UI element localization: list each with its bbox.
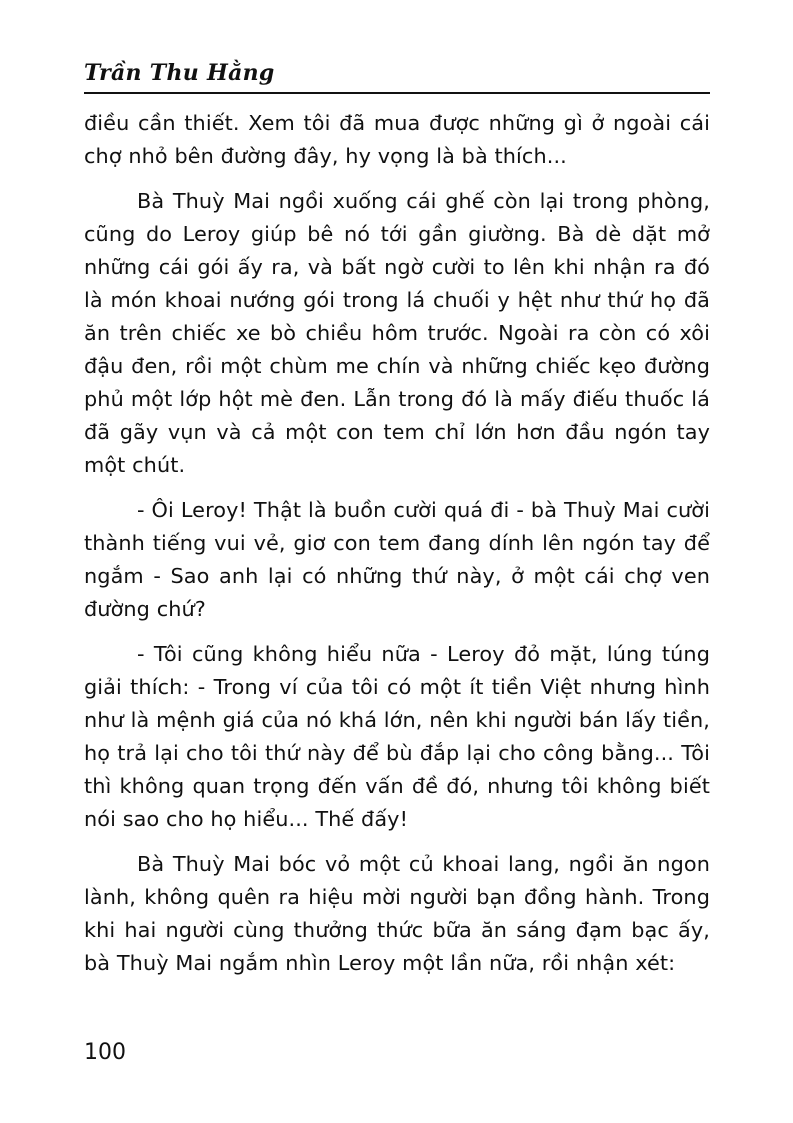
paragraph-4: - Tôi cũng không hiểu nữa - Leroy đỏ mặt, lúng túng giải thích: - Trong ví của tôi có một ít tiền Việt nhưng hình như là mệnh giá của nó khá lớn, nên khi người bán lấy tiền, họ trả lại cho tôi thứ này để bù đắp lại cho công bằng... Tôi thì không quan trọng đến vấn đề đó, nhưng tôi không biết nói sao cho họ hiểu... Thế đấy! [84, 642, 710, 831]
body-text [84, 107, 710, 992]
paragraph-3: - Ôi Leroy! Thật là buồn cười quá đi - bà Thuỳ Mai cười thành tiếng vui vẻ, giơ con tem đang dính lên ngón tay để ngắm - Sao anh lại có những thứ này, ở một cái chợ ven đường chứ? [84, 498, 710, 621]
paragraph-1: điều cần thiết. Xem tôi đã mua được những gì ở ngoài cái chợ nhỏ bên đường đây, hy vọng là bà thích... [84, 111, 710, 168]
page-number: 100 [84, 1040, 126, 1065]
paragraph-5: Bà Thuỳ Mai bóc vỏ một củ khoai lang, ngồi ăn ngon lành, không quên ra hiệu mời người bạn đồng hành. Trong khi hai người cùng thưởng thức bữa ăn sáng đạm bạc ấy, bà Thuỳ Mai ngắm nhìn Leroy một lần nữa, rồi nhận xét: [84, 852, 710, 975]
header-rule [84, 92, 710, 94]
paragraph-2: Bà Thuỳ Mai ngồi xuống cái ghế còn lại trong phòng, cũng do Leroy giúp bê nó tới gần giường. Bà dè dặt mở những cái gói ấy ra, và bất ngờ cười to lên khi nhận ra đó là món khoai nướng gói trong lá chuối y hệt như thứ họ đã ăn trên chiếc xe bò chiều hôm trước. Ngoài ra còn có xôi đậu đen, rồi một chùm me chín và những chiếc kẹo đường phủ một lớp hột mè đen. Lẫn trong đó là mấy điếu thuốc lá đã gãy vụn và cả một con tem chỉ lớn hơn đầu ngón tay một chút. [84, 189, 710, 477]
running-head: Trần Thu Hằng [84, 60, 275, 86]
